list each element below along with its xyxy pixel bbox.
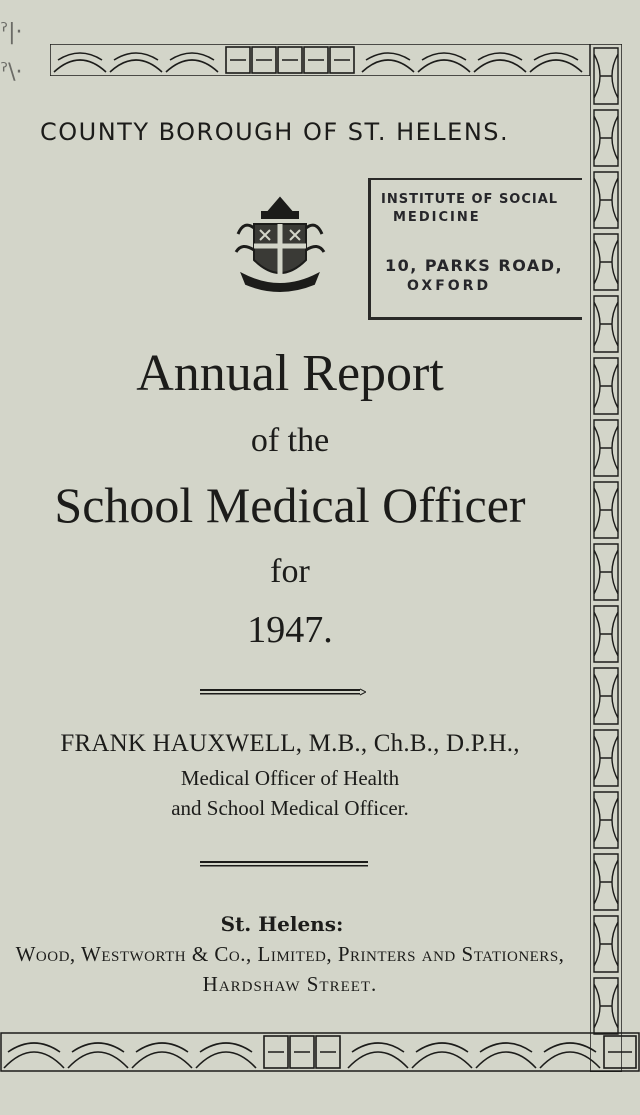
report-for: for <box>270 553 310 590</box>
ornamental-border-top <box>50 44 590 76</box>
author-role-line-2: and School Medical Officer. <box>171 796 409 820</box>
author-role-line-1: Medical Officer of Health <box>180 766 400 790</box>
stamp-line-1: INSTITUTE OF SOCIAL <box>381 192 559 207</box>
imprint-street: Hardshaw Street. <box>202 972 378 996</box>
ornamental-border-right <box>590 44 622 1072</box>
stamp-line-3: 10, PARKS ROAD, <box>385 256 564 275</box>
imprint-place: St. Helens: <box>220 912 344 936</box>
report-title: Annual Report <box>136 345 444 402</box>
ornamental-border-bottom <box>0 1032 640 1072</box>
library-stamp <box>368 178 582 320</box>
report-year: 1947. <box>247 609 333 651</box>
stamp-line-2: MEDICINE <box>393 210 481 225</box>
report-subject: School Medical Officer <box>54 477 526 533</box>
divider-rule <box>200 860 368 868</box>
pencil-mark-icon: ˀ\· <box>0 60 23 85</box>
page-header: COUNTY BOROUGH OF ST. HELENS. <box>40 118 510 146</box>
crest-icon <box>232 194 328 294</box>
pencil-mark-icon: ˀ|· <box>0 20 23 45</box>
report-of-the: of the <box>250 422 330 459</box>
imprint-printers: Wood, Westworth & Co., Limited, Printers and Stationers, <box>15 942 565 966</box>
author-name: FRANK HAUXWELL, M.B., Ch.B., D.P.H., <box>60 730 520 757</box>
divider-rule <box>200 688 366 696</box>
stamp-line-4: OXFORD <box>407 278 492 294</box>
